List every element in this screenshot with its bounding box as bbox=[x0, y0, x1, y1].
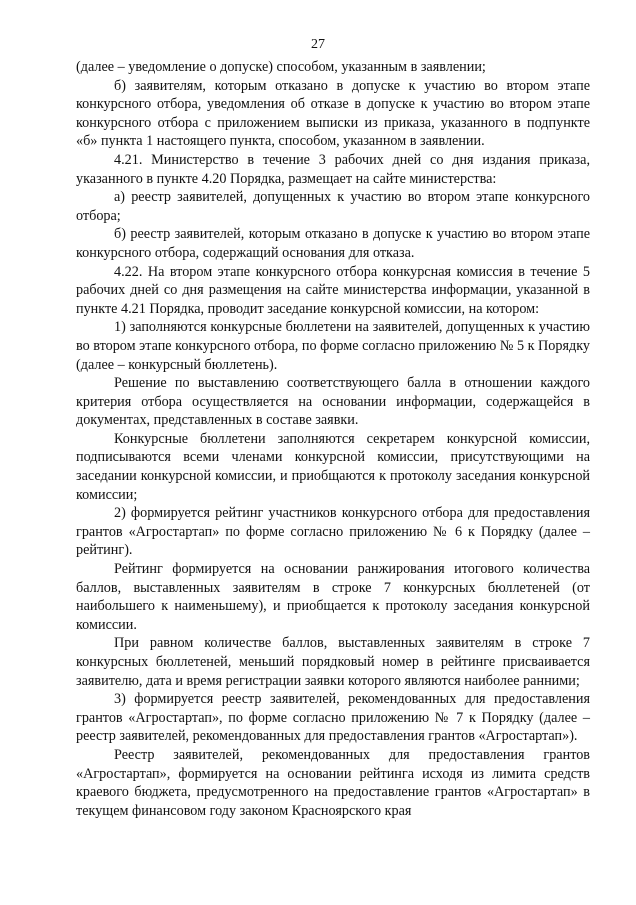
paragraph-rating-ranking: Рейтинг формируется на основании ранжирования итогового количества баллов, выставленных заявителям в строке 7 конкурсных бюллетеней (от наибольшего к наименьшему), и приобщается к протоколу заседания конкурсной комиссии. bbox=[76, 561, 590, 633]
paragraph-clause-4-21: 4.21. Министерство в течение 3 рабочих дней со дня издания приказа, указанного в пункте 4.20 Порядка, размещает на сайте министерства: bbox=[76, 151, 590, 187]
paragraph-item-2-rating: 2) формируется рейтинг участников конкурсного отбора для предоставления грантов «Агростартап» по форме согласно приложению № 6 к Порядку (далее – рейтинг). bbox=[76, 505, 590, 559]
paragraph-scoring-decision: Решение по выставлению соответствующего балла в отношении каждого критерия отбора осуществляется на основании информации, содержащейся в документах, представленных в составе заявки. bbox=[76, 375, 590, 429]
paragraph-continuation: (далее – уведомление о допуске) способом, указанным в заявлении; bbox=[76, 59, 486, 75]
paragraph-clause-4-22: 4.22. На втором этапе конкурсного отбора конкурсная комиссия в течение 5 рабочих дней со дня размещения на сайте министерства информации, указанной в пункте 4.21 Порядка, проводит заседание конкурсной комиссии, на котором: bbox=[76, 263, 590, 317]
paragraph-subitem-b-rejection-notice: б) заявителям, которым отказано в допуске к участию во втором этапе конкурсного отбора, уведомления об отказе в допуске к участию во втором этапе конкурсного отбора с приложением выписки из приказа, указанного в подпункте «б» пункта 1 настоящего пункта, способом, указанном в заявлении. bbox=[76, 77, 590, 150]
paragraph-equal-scores: При равном количестве баллов, выставленных заявителям в строке 7 конкурсных бюллетеней, меньший порядковый номер в рейтинге присваивается заявителю, дата и время регистрации заявки которого являются наиболее ранними; bbox=[76, 635, 590, 689]
paragraph-item-1-bulletins: 1) заполняются конкурсные бюллетени на заявителей, допущенных к участию во втором этапе конкурсного отбора, по форме согласно приложению № 5 к Порядку (далее – конкурсный бюллетень). bbox=[76, 319, 590, 373]
paragraph-registry-formation: Реестр заявителей, рекомендованных для предоставления грантов «Агростартап», формируется на основании рейтинга исходя из лимита средств краевого бюджета, предусмотренного на предоставление грантов «Агростартап» в текущем финансовом году законом Красноярского края bbox=[76, 746, 590, 819]
paragraph-bulletins-filled: Конкурсные бюллетени заполняются секретарем конкурсной комиссии, подписываются всеми членами конкурсной комиссии, присутствующими на заседании конкурсной комиссии, и приобщаются к протоколу заседания конкурсной комиссии; bbox=[76, 430, 590, 503]
document-body bbox=[76, 58, 590, 820]
paragraph-subitem-a-admitted-registry: а) реестр заявителей, допущенных к участию во втором этапе конкурсного отбора; bbox=[76, 189, 590, 224]
paragraph-item-3-registry: 3) формируется реестр заявителей, рекомендованных для предоставления грантов «Агростартап», по форме согласно приложению № 7 к Порядку (далее – реестр заявителей, рекомендованных для предоставления грантов «Агростартап»). bbox=[76, 691, 590, 745]
paragraph-subitem-b-rejected-registry: б) реестр заявителей, которым отказано в допуске к участию во втором этапе конкурсного отбора, содержащий основания для отказа. bbox=[76, 226, 590, 261]
page-number: 27 bbox=[311, 37, 325, 52]
